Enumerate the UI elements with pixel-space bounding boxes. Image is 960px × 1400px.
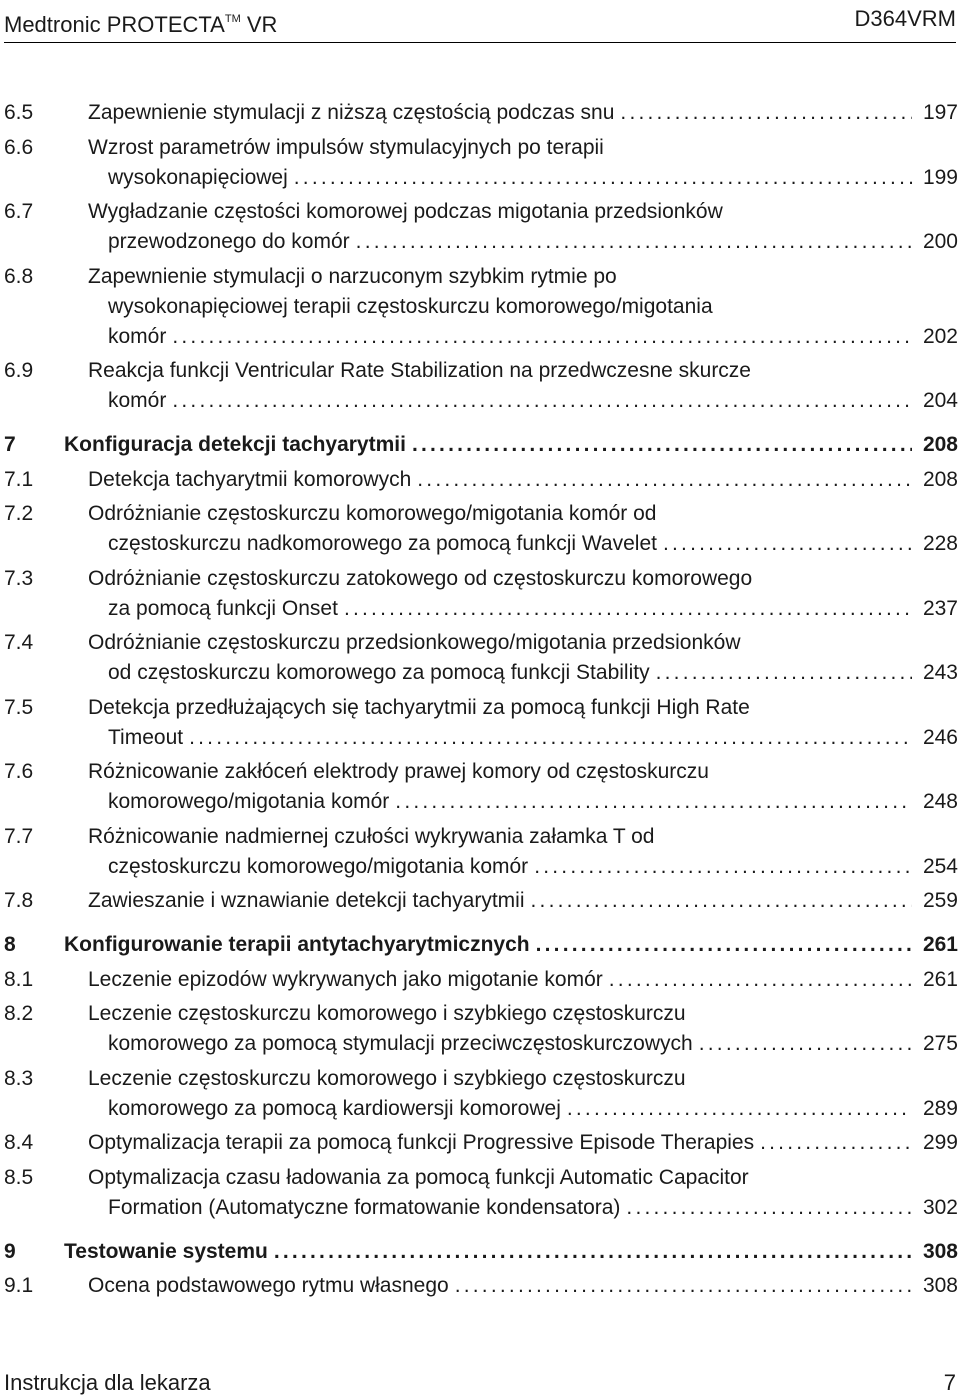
toc-title-line: Detekcja przedłużających się tachyarytmii za pomocą funkcji High Rate xyxy=(88,695,750,719)
toc-page-number[interactable]: 197 xyxy=(922,101,958,124)
toc-title-text: wysokonapięciowej xyxy=(108,165,288,189)
toc-title-line: Optymalizacja czasu ładowania za pomocą funkcji Automatic Capacitor xyxy=(88,1165,749,1189)
toc-entry-number: 8 xyxy=(4,933,16,956)
toc-entry-title xyxy=(88,356,958,416)
toc-entry-title xyxy=(88,886,958,916)
toc-title-line xyxy=(88,465,958,495)
toc-entry-number: 7.5 xyxy=(4,695,34,719)
running-header xyxy=(4,4,956,37)
toc-chapter-entry[interactable] xyxy=(4,1237,958,1267)
toc-entry-number: 8.5 xyxy=(4,1165,34,1189)
toc-page-number[interactable]: 246 xyxy=(922,725,958,749)
header-product-name: Medtronic PROTECTA xyxy=(4,12,225,37)
header-product-variant: VR xyxy=(246,12,278,37)
toc-page-number[interactable]: 259 xyxy=(922,889,958,912)
toc-section-entry[interactable] xyxy=(4,822,958,882)
header-model: D364VRM xyxy=(854,6,956,31)
toc-title-line: Zapewnienie stymulacji o narzuconym szybkim rytmie po xyxy=(88,264,617,288)
toc-entry-title xyxy=(88,133,958,193)
toc-title-line: Różnicowanie zakłóceń elektrody prawej komory od częstoskurczu xyxy=(88,760,709,783)
toc-entry-number: 8.4 xyxy=(4,1131,34,1154)
toc-entry-title xyxy=(88,1271,958,1301)
dot-leader xyxy=(699,1029,912,1059)
toc-section-entry[interactable] xyxy=(4,564,958,624)
toc-title-line xyxy=(88,1029,958,1059)
toc-title-line: Leczenie częstoskurczu komorowego i szybkiego częstoskurczu xyxy=(88,1002,686,1025)
toc-page-number[interactable]: 254 xyxy=(922,854,958,878)
toc-title-text: komorowego/migotania komór xyxy=(108,790,390,813)
toc-entry-number: 7.1 xyxy=(4,467,34,491)
toc-title-line xyxy=(88,965,958,995)
toc-page-number[interactable]: 248 xyxy=(922,790,958,813)
dot-leader xyxy=(274,1237,912,1267)
toc-entry-number: 8.2 xyxy=(4,1002,34,1025)
toc-title-text: częstoskurczu nadkomorowego za pomocą funkcji Wavelet xyxy=(108,532,657,555)
header-trademark: TM xyxy=(224,13,241,25)
toc-entry-title xyxy=(64,930,958,960)
toc-entry-number: 7.7 xyxy=(4,824,34,848)
toc-entry-title xyxy=(88,564,958,624)
toc-title-line xyxy=(88,98,958,128)
toc-section-entry[interactable] xyxy=(4,757,958,817)
toc-entry-title xyxy=(88,1128,958,1158)
toc-entry-title xyxy=(88,465,958,495)
toc-entry-title xyxy=(64,430,958,460)
toc-page-number[interactable]: 243 xyxy=(922,661,958,684)
toc-title-text: komór xyxy=(108,389,167,412)
header-divider xyxy=(4,42,956,43)
toc-title-line xyxy=(88,723,958,753)
toc-section-entry[interactable] xyxy=(4,1064,958,1124)
toc-entry-number: 7.4 xyxy=(4,631,34,654)
dot-leader xyxy=(294,163,912,193)
toc-section-entry[interactable] xyxy=(4,628,958,688)
toc-entry-number: 6.9 xyxy=(4,359,34,382)
table-of-contents xyxy=(4,98,958,1306)
toc-title-line xyxy=(88,163,958,193)
toc-section-entry[interactable] xyxy=(4,262,958,352)
toc-entry-number: 8.3 xyxy=(4,1066,34,1090)
toc-title-line: Wzrost parametrów impulsów stymulacyjnych po terapii xyxy=(88,135,604,159)
dot-leader xyxy=(356,227,912,257)
toc-title-text: Testowanie systemu xyxy=(64,1239,268,1263)
toc-section-entry[interactable] xyxy=(4,999,958,1059)
toc-title-line xyxy=(64,1237,958,1267)
toc-title-text: Zawieszanie i wznawianie detekcji tachyarytmii xyxy=(88,889,525,912)
toc-title-line: Odróżnianie częstoskurczu przedsionkowego/migotania przedsionków xyxy=(88,631,741,654)
toc-entry-number: 9 xyxy=(4,1239,16,1263)
toc-title-text: komór xyxy=(108,324,167,348)
dot-leader xyxy=(189,723,912,753)
dot-leader xyxy=(172,386,912,416)
dot-leader xyxy=(412,430,912,460)
dot-leader xyxy=(760,1128,912,1158)
toc-entry-number: 7.2 xyxy=(4,502,34,525)
dot-leader xyxy=(172,322,912,352)
toc-title-text: Zapewnienie stymulacji z niższą częstością podczas snu xyxy=(88,101,615,124)
toc-title-line xyxy=(88,322,958,352)
toc-title-text: za pomocą funkcji Onset xyxy=(108,596,338,620)
toc-entry-number: 6.8 xyxy=(4,264,34,288)
toc-title-line: Różnicowanie nadmiernej czułości wykrywania załamka T od xyxy=(88,824,655,848)
toc-title-text: przewodzonego do komór xyxy=(108,230,350,253)
toc-entry-title xyxy=(88,1064,958,1124)
toc-entry-title xyxy=(88,999,958,1059)
toc-section-entry[interactable] xyxy=(4,499,958,559)
toc-entry-number: 6.7 xyxy=(4,200,34,223)
toc-title-text: Konfigurowanie terapii antytachyarytmicznych xyxy=(64,933,530,956)
toc-entry-title xyxy=(88,499,958,559)
toc-title-line xyxy=(64,430,958,460)
toc-title-line xyxy=(88,594,958,624)
toc-entry-title xyxy=(88,965,958,995)
toc-title-line: Odróżnianie częstoskurczu komorowego/migotania komór od xyxy=(88,502,657,525)
toc-entry-number: 8.1 xyxy=(4,967,34,991)
toc-entry-number: 6.5 xyxy=(4,101,34,124)
toc-chapter-entry[interactable] xyxy=(4,930,958,960)
toc-page-number[interactable]: 302 xyxy=(922,1195,958,1219)
toc-title-line xyxy=(88,1094,958,1124)
toc-title-line xyxy=(88,529,958,559)
toc-title-line xyxy=(88,1271,958,1301)
toc-title-line: Reakcja funkcji Ventricular Rate Stabilization na przedwczesne skurcze xyxy=(88,359,751,382)
toc-page-number[interactable]: 275 xyxy=(922,1032,958,1055)
toc-entry-number: 9.1 xyxy=(4,1274,34,1297)
toc-title-line xyxy=(88,886,958,916)
toc-title-text: Timeout xyxy=(108,725,184,749)
dot-leader xyxy=(656,658,912,688)
toc-title-line xyxy=(88,658,958,688)
dot-leader xyxy=(536,930,912,960)
toc-section-entry[interactable] xyxy=(4,1163,958,1223)
toc-title-text: komorowego za pomocą kardiowersji komorowej xyxy=(108,1096,561,1120)
dot-leader xyxy=(626,1193,912,1223)
toc-section-entry[interactable] xyxy=(4,197,958,257)
toc-title-text: częstoskurczu komorowego/migotania komór xyxy=(108,854,529,878)
toc-title-line xyxy=(88,227,958,257)
toc-title-text: Leczenie epizodów wykrywanych jako migotanie komór xyxy=(88,967,603,991)
toc-entry-title xyxy=(88,98,958,128)
toc-title-text: Formation (Automatyczne formatowanie kondensatora) xyxy=(108,1195,621,1219)
toc-entry-number: 7 xyxy=(4,433,16,456)
toc-title-line xyxy=(64,930,958,960)
toc-section-entry[interactable] xyxy=(4,1271,958,1301)
toc-section-entry[interactable] xyxy=(4,886,958,916)
toc-section-entry[interactable] xyxy=(4,98,958,128)
toc-page-number[interactable]: 200 xyxy=(922,230,958,253)
dot-leader xyxy=(620,98,912,128)
toc-title-line xyxy=(88,852,958,882)
toc-section-entry[interactable] xyxy=(4,1128,958,1158)
toc-page-number[interactable]: 202 xyxy=(922,324,958,348)
toc-entry-title xyxy=(88,757,958,817)
toc-page-number[interactable]: 208 xyxy=(922,433,958,456)
dot-leader xyxy=(344,594,912,624)
dot-leader xyxy=(531,886,912,916)
toc-title-line xyxy=(88,787,958,817)
footer-title: Instrukcja dla lekarza xyxy=(4,1370,211,1395)
toc-title-text: Detekcja tachyarytmii komorowych xyxy=(88,467,412,491)
toc-page-number[interactable]: 261 xyxy=(922,933,958,956)
dot-leader xyxy=(455,1271,912,1301)
toc-section-entry[interactable] xyxy=(4,133,958,193)
footer-page-number: 7 xyxy=(943,1370,956,1395)
toc-section-entry[interactable] xyxy=(4,356,958,416)
toc-entry-number: 7.8 xyxy=(4,889,34,912)
dot-leader xyxy=(609,965,912,995)
dot-leader xyxy=(534,852,912,882)
toc-title-text: Ocena podstawowego rytmu własnego xyxy=(88,1274,449,1297)
toc-title-text: od częstoskurczu komorowego za pomocą funkcji Stability xyxy=(108,661,650,684)
toc-entry-number: 7.3 xyxy=(4,566,34,590)
toc-entry-title xyxy=(88,262,958,352)
toc-page-number[interactable]: 289 xyxy=(922,1096,958,1120)
toc-title-text: Optymalizacja terapii za pomocą funkcji Progressive Episode Therapies xyxy=(88,1131,755,1154)
toc-title-line: wysokonapięciowej terapii częstoskurczu komorowego/migotania xyxy=(108,294,713,318)
dot-leader xyxy=(417,465,912,495)
toc-entry-title xyxy=(64,1237,958,1267)
dot-leader xyxy=(567,1094,912,1124)
toc-page-number[interactable]: 308 xyxy=(922,1239,958,1263)
toc-page-number[interactable]: 228 xyxy=(922,532,958,555)
toc-title-line: Leczenie częstoskurczu komorowego i szybkiego częstoskurczu xyxy=(88,1066,686,1090)
toc-page-number[interactable]: 208 xyxy=(922,467,958,491)
toc-title-line: Odróżnianie częstoskurczu zatokowego od częstoskurczu komorowego xyxy=(88,566,753,590)
toc-entry-number: 7.6 xyxy=(4,760,34,783)
toc-title-line: Wygładzanie częstości komorowej podczas migotania przedsionków xyxy=(88,200,723,223)
toc-section-entry[interactable] xyxy=(4,965,958,995)
toc-entry-title xyxy=(88,197,958,257)
toc-entry-title xyxy=(88,693,958,753)
toc-page-number[interactable]: 308 xyxy=(922,1274,958,1297)
toc-title-line xyxy=(88,386,958,416)
toc-page-number[interactable]: 204 xyxy=(922,389,958,412)
toc-entry-title xyxy=(88,628,958,688)
toc-entry-number: 6.6 xyxy=(4,135,34,159)
toc-page-number[interactable]: 237 xyxy=(922,596,958,620)
toc-title-text: Konfiguracja detekcji tachyarytmii xyxy=(64,433,406,456)
toc-section-entry[interactable] xyxy=(4,465,958,495)
toc-title-line xyxy=(88,1193,958,1223)
toc-entry-title xyxy=(88,822,958,882)
toc-title-text: komorowego za pomocą stymulacji przeciwczęstoskurczowych xyxy=(108,1032,693,1055)
toc-page-number[interactable]: 299 xyxy=(922,1131,958,1154)
dot-leader xyxy=(395,787,912,817)
toc-section-entry[interactable] xyxy=(4,693,958,753)
dot-leader xyxy=(663,529,912,559)
toc-page-number[interactable]: 261 xyxy=(922,967,958,991)
toc-title-line xyxy=(88,1128,958,1158)
toc-chapter-entry[interactable] xyxy=(4,430,958,460)
header-product xyxy=(4,4,277,40)
toc-entry-title xyxy=(88,1163,958,1223)
toc-page-number[interactable]: 199 xyxy=(922,165,958,189)
